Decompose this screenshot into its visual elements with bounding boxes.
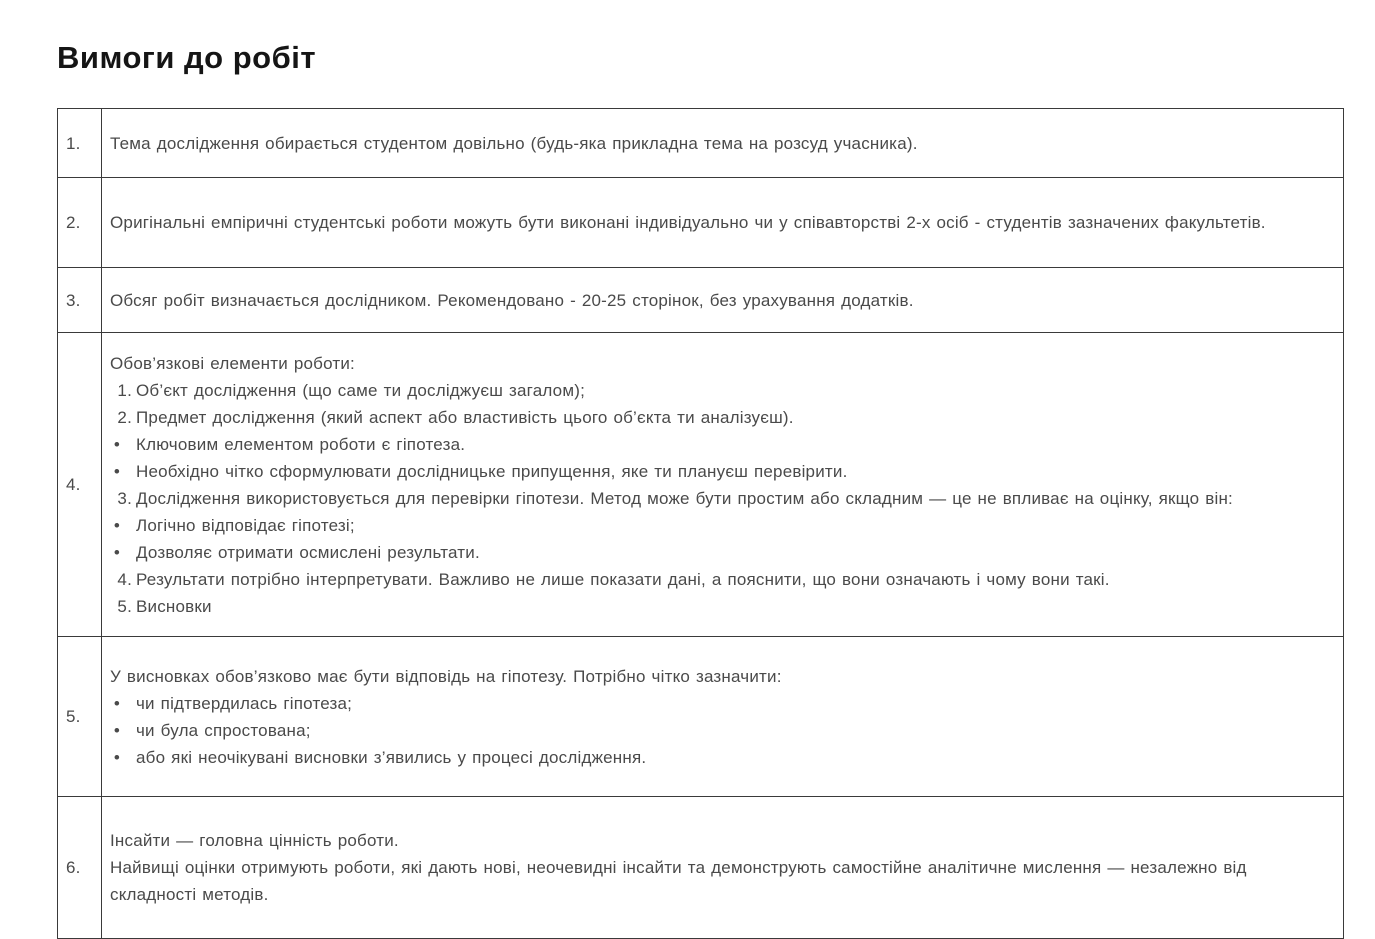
list-item-text: чи була спростована; (136, 720, 311, 740)
bullet-marker: • (113, 461, 121, 481)
row-content-cell (102, 109, 1344, 178)
content-line: Інсайти — головна цінність роботи. (110, 831, 399, 851)
row-content-cell (102, 637, 1344, 797)
list-item-text: або які неочікувані висновки з’явились у процесі дослідження. (136, 747, 647, 767)
number-marker: 5. (117, 596, 132, 616)
bullet-list-item (110, 744, 1335, 771)
page-title: Вимоги до робіт (57, 40, 317, 75)
row-number-cell: 1. (58, 109, 102, 178)
bullet-list-item (110, 539, 1335, 566)
content-line: Оригінальні емпіричні студентські роботи можуть бути виконані індивідуально чи у співавторстві 2-х осіб - студентів зазначених факультетів. (110, 213, 1266, 233)
content-line: Тема дослідження обирається студентом довільно (будь-яка прикладна тема на розсуд учасника). (110, 133, 918, 153)
table-row (58, 268, 1344, 333)
bullet-marker: • (113, 747, 121, 767)
bullet-marker: • (113, 720, 121, 740)
row-number-cell: 5. (58, 637, 102, 797)
table-row (58, 333, 1344, 637)
numbered-list-item (110, 377, 1335, 404)
list-item-text: Ключовим елементом роботи є гіпотеза. (136, 434, 466, 454)
row-number-cell: 2. (58, 178, 102, 268)
requirements-table (57, 108, 1344, 939)
bullet-marker: • (113, 434, 121, 454)
list-item-text: Об’єкт дослідження (що саме ти досліджуєш загалом); (136, 380, 585, 400)
row-number-cell: 4. (58, 333, 102, 637)
table-row (58, 637, 1344, 797)
number-marker: 2. (117, 407, 132, 427)
table-row (58, 797, 1344, 939)
list-item-text: Предмет дослідження (який аспект або властивість цього об’єкта ти аналізуєш). (136, 407, 794, 427)
list-item-text: Висновки (136, 596, 212, 616)
bullet-list-item (110, 512, 1335, 539)
bullet-list-item (110, 717, 1335, 744)
bullet-list-item (110, 458, 1335, 485)
bullet-marker: • (113, 693, 121, 713)
numbered-list-item (110, 485, 1335, 512)
list-item-text: Логічно відповідає гіпотезі; (136, 515, 355, 535)
bullet-marker: • (113, 542, 121, 562)
numbered-list-item (110, 593, 1335, 620)
content-line: Найвищі оцінки отримують роботи, які дають нові, неочевидні інсайти та демонструють самостійне аналітичне мислення — незалежно від складності методів. (110, 858, 1247, 905)
row-number-cell: 6. (58, 797, 102, 939)
table-row (58, 109, 1344, 178)
bullet-list-item (110, 690, 1335, 717)
bullet-list-item (110, 431, 1335, 458)
row-content-cell (102, 333, 1344, 637)
content-line: Обсяг робіт визначається дослідником. Рекомендовано - 20-25 сторінок, без урахування додатків. (110, 290, 914, 310)
row-number-cell: 3. (58, 268, 102, 333)
row-content-cell (102, 797, 1344, 939)
numbered-list-item (110, 404, 1335, 431)
number-marker: 4. (117, 569, 132, 589)
number-marker: 3. (117, 488, 132, 508)
list-item-text: Дозволяє отримати осмислені результати. (136, 542, 480, 562)
list-item-text: Необхідно чітко сформулювати дослідницьке припущення, яке ти плануєш перевірити. (136, 461, 848, 481)
row-content-cell (102, 268, 1344, 333)
content-line: У висновках обов’язково має бути відповідь на гіпотезу. Потрібно чітко зазначити: (110, 666, 782, 686)
content-line: Обов’язкові елементи роботи: (110, 353, 355, 373)
list-item-text: Дослідження використовується для перевірки гіпотези. Метод може бути простим або складним — це не впливає на оцінку, якщо він: (136, 488, 1233, 508)
row-content-cell (102, 178, 1344, 268)
list-item-text: чи підтвердилась гіпотеза; (136, 693, 353, 713)
list-item-text: Результати потрібно інтерпретувати. Важливо не лише показати дані, а пояснити, що вони означають і чому вони такі. (136, 569, 1110, 589)
numbered-list-item (110, 566, 1335, 593)
bullet-marker: • (113, 515, 121, 535)
number-marker: 1. (117, 380, 132, 400)
requirements-table-body (58, 109, 1344, 939)
table-row (58, 178, 1344, 268)
